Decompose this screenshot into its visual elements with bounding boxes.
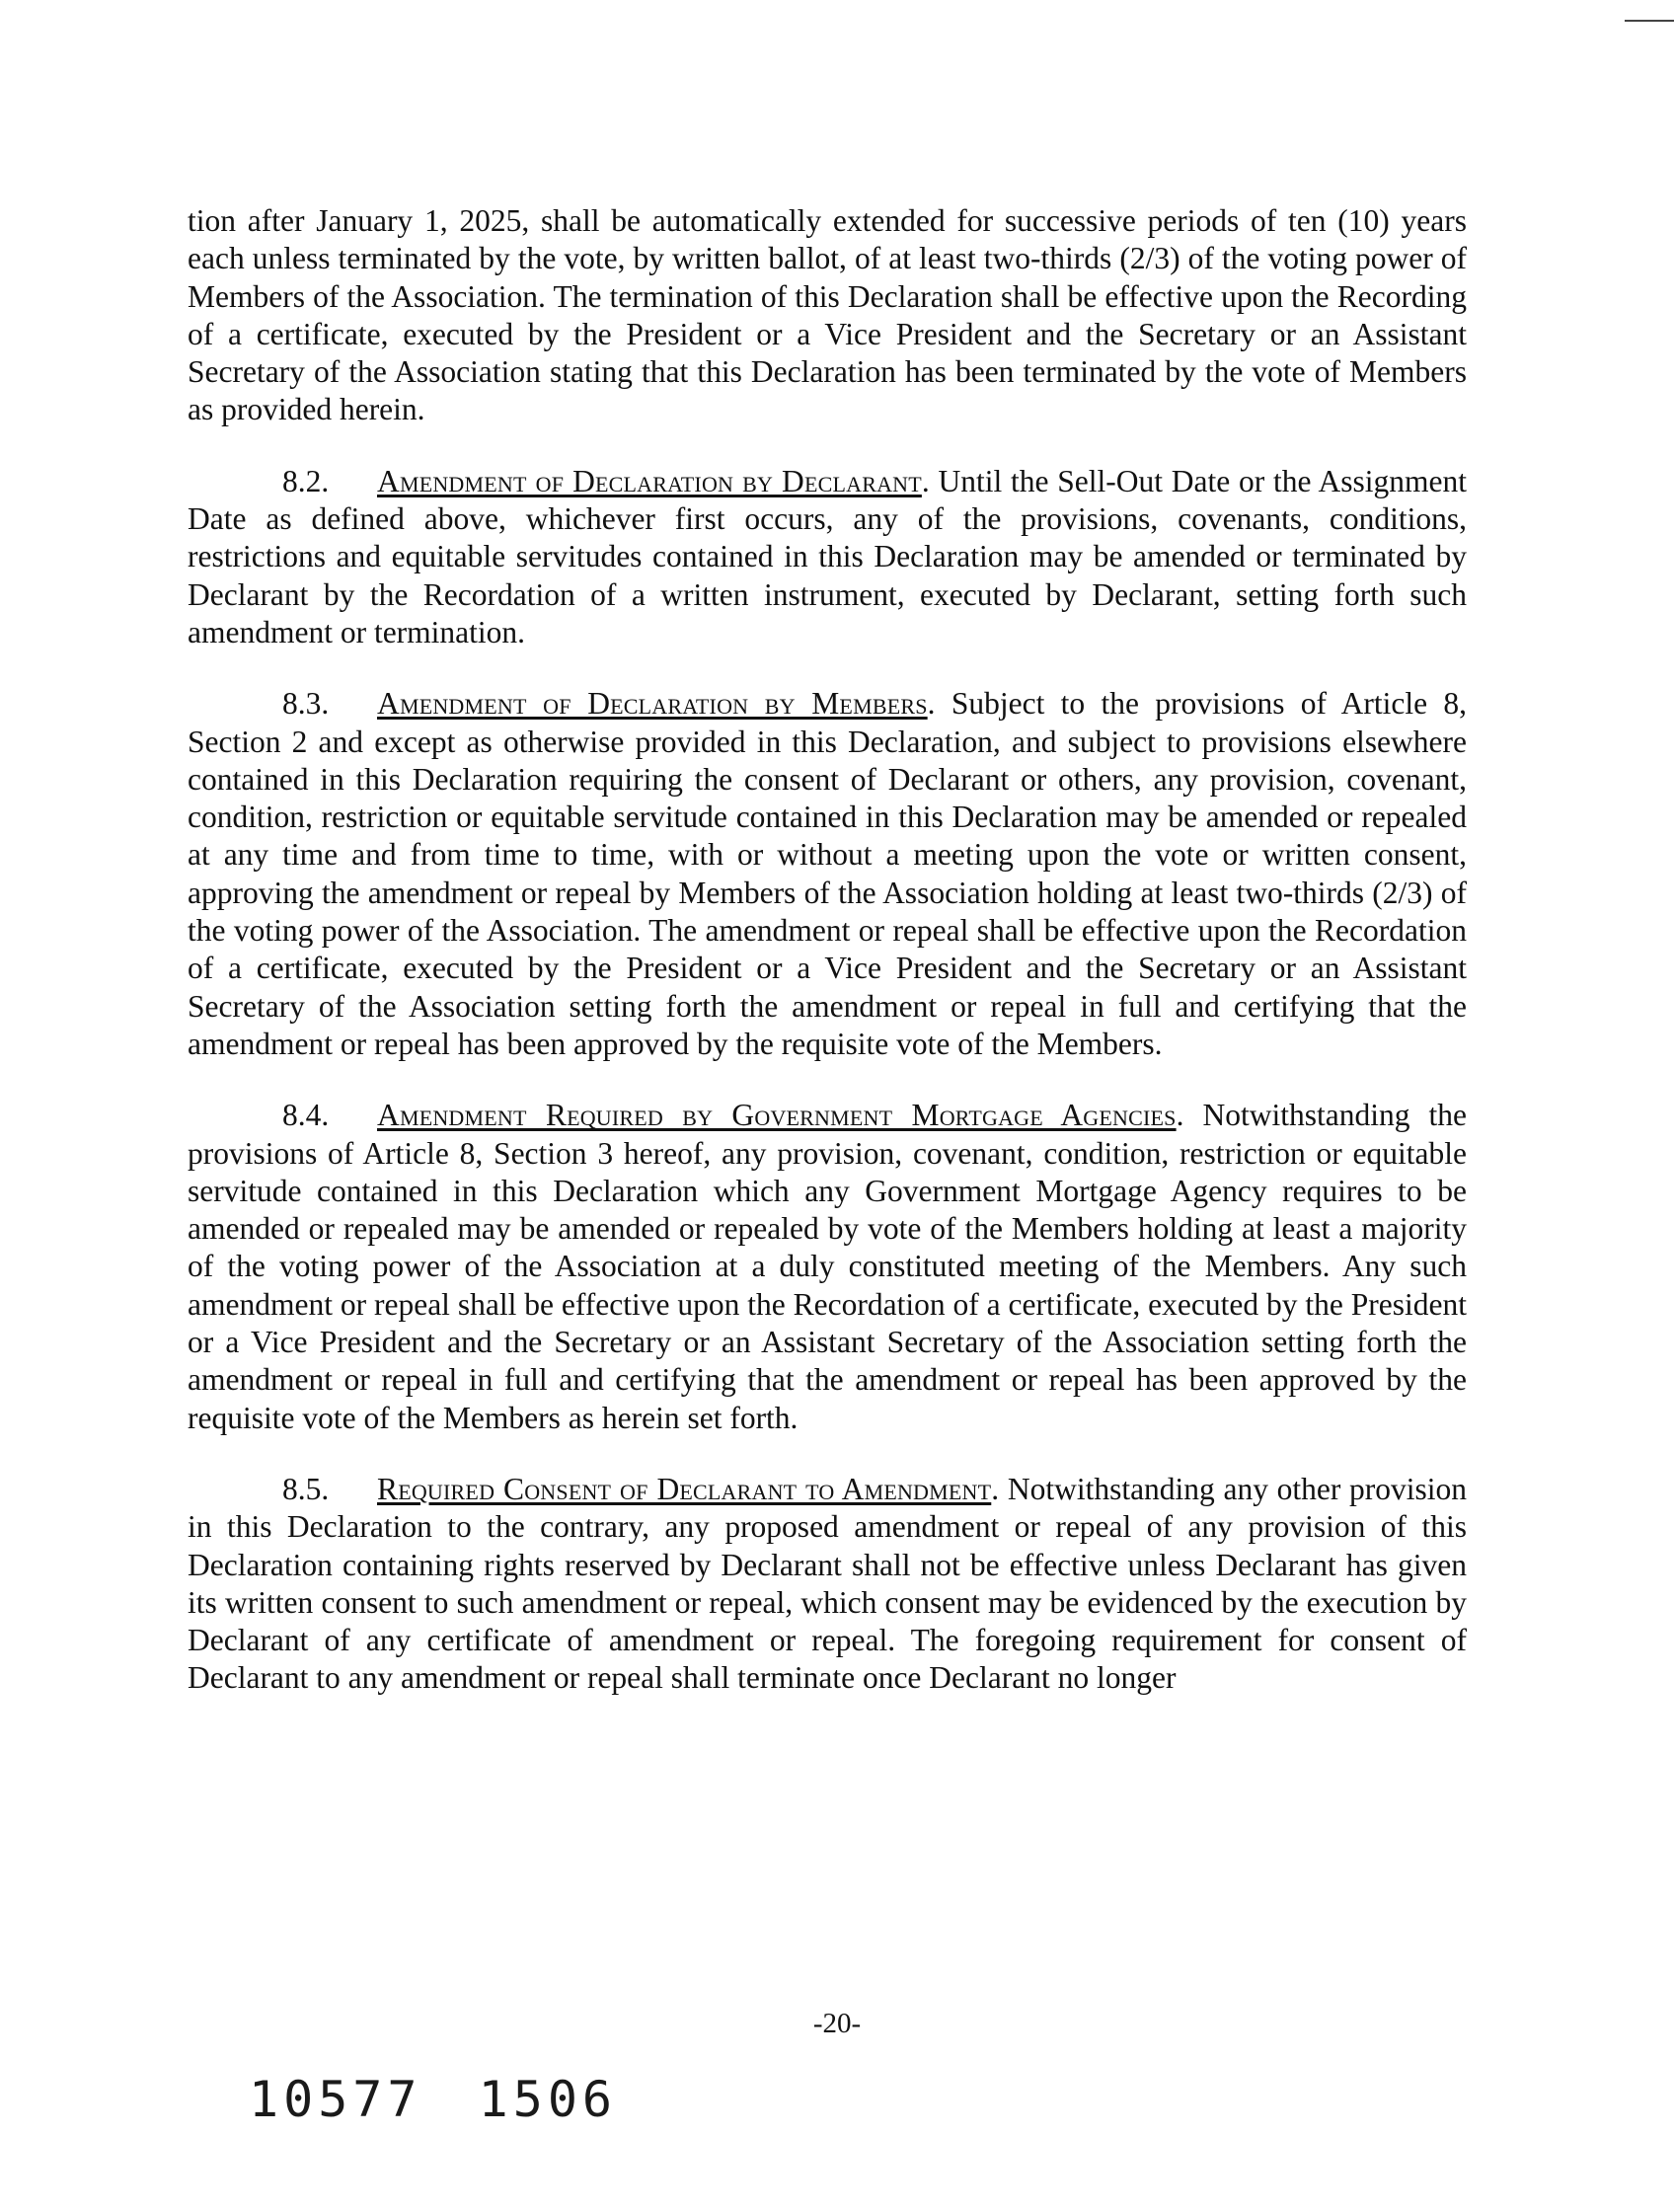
section-number: 8.5. — [282, 1471, 330, 1506]
section-heading: Amendment of Declaration by Members — [377, 686, 928, 722]
heading-punctuation: . — [1176, 1098, 1184, 1133]
section-8-2 — [188, 463, 1467, 651]
section-number: 8.4. — [282, 1098, 330, 1133]
heading-punctuation: . — [991, 1471, 1000, 1506]
section-body: Until the Sell-Out Date or the Assignment Date as defined above, whichever first occurs, any of the provisions, covenants, conditions, restrictions and equitable servitudes contained in this Declaration may be amended or terminated by Declarant by the Recordation of a written instrument, executed by Declarant, setting forth such amendment or termination. — [188, 463, 1467, 649]
scan-corner-mark — [1625, 20, 1674, 22]
section-heading: Amendment Required by Government Mortgage Agencies — [377, 1098, 1177, 1133]
page-number: -20- — [812, 2008, 862, 2039]
heading-punctuation: . — [921, 463, 930, 498]
section-8-5 — [188, 1471, 1467, 1698]
opening-paragraph: tion after January 1, 2025, shall be automatically extended for successive periods of ten (10) years each unless terminated by the vote, by written ballot, of at least two-thirds (2/3) of the voting power of Members of the Association. The termination of this Declaration shall be effective upon the Recording of a certificate, executed by the President or a Vice President and the Secretary or an Assistant Secretary of the Association stating that this Declaration has been terminated by the vote of Members as provided herein. — [188, 203, 1467, 427]
section-body: Notwithstanding the provisions of Article 8, Section 3 hereof, any provision, covenant, condition, restriction or equitable servitude contained in this Declaration which any Government Mortgage Agency requires to be amended or repealed may be amended or repealed by vote of the Members holding at least a majority of the voting power of the Association at a duly constituted meeting of the Members. Any such amendment or repeal shall be effective upon the Recordation of a certificate, executed by the President or a Vice President and the Secretary or an Assistant Secretary of the Association setting forth the amendment or repeal in full and certifying that the amendment or repeal has been approved by the requisite vote of the Members as herein set forth. — [188, 1098, 1468, 1435]
section-number: 8.2. — [282, 463, 330, 498]
section-8-4 — [188, 1097, 1467, 1437]
section-number: 8.3. — [282, 686, 330, 722]
section-heading: Amendment of Declaration by Declarant — [377, 463, 922, 498]
section-body: Subject to the provisions of Article 8, Section 2 and except as otherwise provided in this Declaration, and subject to provisions elsewhere contained in this Declaration requiring the consent of Declarant or others, any provision, covenant, condition, restriction or equitable servitude contained in this Declaration may be amended or repealed at any time and from time to time, with or without a meeting upon the vote or written consent, approving the amendment or repeal by Members of the Association holding at least two-thirds (2/3) of the voting power of the Association. The amendment or repeal shall be effective upon the Recordation of a certificate, executed by the President or a Vice President and the Secretary or an Assistant Secretary of the Association setting forth the amendment or repeal in full and certifying that the amendment or repeal has been approved by the requisite vote of the Members. — [188, 686, 1468, 1061]
document-body — [188, 202, 1467, 1731]
section-8-3 — [188, 685, 1467, 1063]
section-body: Notwithstanding any other provision in this Declaration to the contrary, any proposed amendment or repeal of any provision of this Declaration containing rights reserved by Declarant shall not be effective unless Declarant has given its written consent to such amendment or repeal, which consent may be evidenced by the execution by Declarant of any certificate of amendment or repeal. The foregoing requirement for consent of Declarant to any amendment or repeal shall terminate once Declarant no longer — [188, 1471, 1467, 1696]
section-heading: Required Consent of Declarant to Amendment — [377, 1471, 992, 1506]
heading-punctuation: . — [927, 686, 936, 722]
recording-stamp: 10577 1506 — [249, 2071, 618, 2128]
